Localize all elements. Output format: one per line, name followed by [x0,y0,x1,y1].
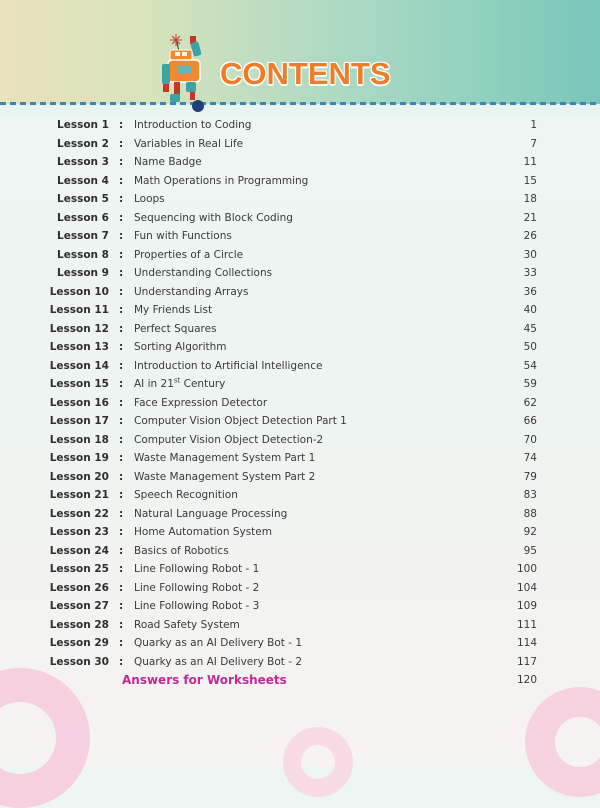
toc-row[interactable] [0,616,600,635]
separator: : [119,267,124,279]
separator: : [119,174,124,187]
lesson-label: Lesson 8 [57,248,109,261]
separator: : [119,470,124,483]
page-number: 59 [523,378,537,390]
lesson-label: Lesson 25 [49,563,109,575]
separator: : [119,415,124,427]
lesson-title [134,468,315,486]
page-number: 30 [523,248,537,261]
lesson-title-text: Line Following Robot - 3 [134,600,260,612]
lesson-title-text: Math Operations in Programming [134,174,309,187]
lesson-label: Lesson 14 [49,359,109,372]
toc-row-answers[interactable] [0,671,600,690]
lesson-title-text: Understanding Arrays [134,285,249,298]
lesson-title [134,227,232,245]
toc-row[interactable] [0,246,600,265]
separator: : [119,489,124,501]
lesson-title [134,153,202,171]
lesson-title-text: Home Automation System [134,526,272,538]
lesson-title-superscript: st [173,376,181,385]
lesson-title [134,542,229,560]
separator: : [119,359,124,372]
page-number: 95 [523,544,537,557]
separator: : [119,156,124,168]
page-number: 104 [516,581,537,594]
lesson-label: Lesson 30 [49,655,109,668]
lesson-label: Lesson 19 [49,452,109,464]
lesson-label: Lesson 2 [57,137,109,150]
separator: : [119,322,124,335]
lesson-label: Lesson 29 [49,637,109,649]
lesson-label: Lesson 18 [49,433,109,446]
separator: : [119,378,124,390]
lesson-title [134,412,347,430]
lesson-title-text: Waste Management System Part 2 [134,470,316,483]
lesson-label: Lesson 5 [57,193,109,205]
lesson-title-text: Quarky as an AI Delivery Bot - 1 [134,637,303,649]
lesson-title [134,209,293,227]
toc-row[interactable] [0,394,600,413]
page-number: 54 [523,359,537,372]
lesson-label: Lesson 23 [49,526,109,538]
separator: : [119,637,124,649]
lesson-title-text: Natural Language Processing [134,507,288,520]
lesson-title [134,264,272,282]
separator: : [119,248,124,261]
decor-circle-center [283,727,353,797]
toc-row[interactable] [0,116,600,135]
lesson-title [134,616,240,634]
lesson-title-text: Variables in Real Life [134,137,244,150]
lesson-label: Lesson 1 [57,119,109,131]
page-number: 114 [516,637,537,649]
separator: : [119,137,124,150]
lesson-title [134,116,251,134]
answers-title: Answers for Worksheets [122,673,287,687]
toc-row[interactable] [0,597,600,616]
page-number: 1 [530,119,537,131]
lesson-title [134,357,322,375]
lesson-title [134,523,272,541]
page-number: 120 [516,674,537,686]
separator: : [119,433,124,446]
lesson-title-text: Basics of Robotics [134,544,229,557]
separator: : [119,230,124,242]
lesson-title-text: Fun with Functions [134,230,232,242]
toc-row[interactable] [0,264,600,283]
toc-row[interactable] [0,505,600,524]
decor-circle-right [525,687,600,797]
toc-row[interactable] [0,579,600,598]
separator: : [119,193,124,205]
lesson-label: Lesson 6 [57,211,109,224]
page-number: 74 [523,452,537,464]
toc-row[interactable] [0,486,600,505]
lesson-title-text: Introduction to Artificial Intelligence [134,359,323,372]
page-number: 18 [523,193,537,205]
separator: : [119,526,124,538]
lesson-title [134,449,315,467]
lesson-title-text: Loops [134,193,165,205]
lesson-label: Lesson 10 [49,285,109,298]
toc-row[interactable] [0,338,600,357]
lesson-title [134,505,287,523]
dashed-divider [0,102,600,105]
lesson-title [134,283,248,301]
lesson-label: Lesson 16 [49,396,109,409]
lesson-title-text: Sorting Algorithm [134,341,227,353]
separator: : [119,211,124,224]
lesson-title-text: Speech Recognition [134,489,238,501]
lesson-title-text: Computer Vision Object Detection-2 [134,433,324,446]
page-number: 88 [523,507,537,520]
lesson-title-text: Quarky as an AI Delivery Bot - 2 [134,655,303,668]
toc-row[interactable] [0,634,600,653]
page-number: 7 [530,137,537,150]
separator: : [119,304,124,316]
separator: : [119,563,124,575]
page-number: 50 [523,341,537,353]
lesson-title [134,653,302,671]
lesson-label: Lesson 26 [49,581,109,594]
lesson-title [134,320,217,338]
lesson-title [134,190,165,208]
page-number: 26 [523,230,537,242]
page-number: 83 [523,489,537,501]
page-number: 92 [523,526,537,538]
toc-row[interactable] [0,523,600,542]
lesson-title [134,579,259,597]
page-number: 100 [516,563,537,575]
page-number: 66 [523,415,537,427]
lesson-title-text: Line Following Robot - 1 [134,563,260,575]
toc-row[interactable] [0,375,600,394]
page-number: 111 [516,618,537,631]
separator: : [119,655,124,668]
separator: : [119,285,124,298]
toc-row[interactable] [0,431,600,450]
toc-row[interactable] [0,320,600,339]
lesson-title-text: Sequencing with Block Coding [134,211,293,224]
lesson-title-text: Understanding Collections [134,267,273,279]
lesson-title [134,172,308,190]
page-number: 62 [523,396,537,409]
toc-row[interactable] [0,153,600,172]
lesson-label: Lesson 9 [57,267,109,279]
toc-row[interactable] [0,412,600,431]
lesson-label: Lesson 12 [49,322,109,335]
page-number: 15 [523,174,537,187]
page-number: 109 [516,600,537,612]
page-number: 79 [523,470,537,483]
separator: : [119,600,124,612]
toc-row[interactable] [0,283,600,302]
page-number: 40 [523,304,537,316]
lesson-title-part: Century [180,378,226,390]
lesson-title-text: Properties of a Circle [134,248,244,261]
separator: : [119,618,124,631]
lesson-title-text: Name Badge [134,156,202,168]
page-number: 21 [523,211,537,224]
lesson-title [134,338,227,356]
lesson-label: Lesson 11 [49,304,109,316]
toc-row[interactable] [0,560,600,579]
page-number: 36 [523,285,537,298]
toc-row[interactable] [0,653,600,672]
lesson-label: Lesson 27 [49,600,109,612]
lesson-label: Lesson 15 [49,378,109,390]
lesson-title-text: Perfect Squares [134,322,217,335]
page-number: 11 [523,156,537,168]
lesson-label: Lesson 17 [49,415,109,427]
lesson-title [134,486,238,504]
lesson-title-text: Computer Vision Object Detection Part 1 [134,415,347,427]
toc-row[interactable] [0,172,600,191]
toc-row[interactable] [0,449,600,468]
lesson-title [134,597,259,615]
lesson-label: Lesson 22 [49,507,109,520]
lesson-label: Lesson 7 [57,230,109,242]
lesson-title [134,394,267,412]
lesson-label: Lesson 21 [49,489,109,501]
toc-row[interactable] [0,542,600,561]
page-title: CONTENTS [220,56,391,91]
lesson-title-text: Introduction to Coding [134,119,252,131]
lesson-title-text: Face Expression Detector [134,396,268,409]
lesson-title-text: Waste Management System Part 1 [134,452,316,464]
page-number: 70 [523,433,537,446]
page-number: 45 [523,322,537,335]
page-number: 33 [523,267,537,279]
separator: : [119,452,124,464]
lesson-label: Lesson 24 [49,544,109,557]
table-of-contents [0,116,600,690]
lesson-title [134,301,212,319]
lesson-title [134,135,243,153]
separator: : [119,341,124,353]
toc-row[interactable] [0,227,600,246]
separator: : [119,119,124,131]
lesson-label: Lesson 3 [57,156,109,168]
lesson-title-text: Road Safety System [134,618,240,631]
lesson-label: Lesson 28 [49,618,109,631]
lesson-title-text: My Friends List [134,304,213,316]
lesson-title-part: AI in 21 [134,378,174,390]
lesson-label: Lesson 20 [49,470,109,483]
toc-row[interactable] [0,209,600,228]
separator: : [119,507,124,520]
lesson-label: Lesson 4 [57,174,109,187]
lesson-label: Lesson 13 [49,341,109,353]
toc-row[interactable] [0,135,600,154]
separator: : [119,581,124,594]
toc-row[interactable] [0,301,600,320]
toc-row[interactable] [0,190,600,209]
lesson-title-text: Line Following Robot - 2 [134,581,260,594]
lesson-title [134,431,323,449]
separator: : [119,396,124,409]
lesson-title [134,560,259,578]
lesson-title [134,634,302,652]
separator: : [119,544,124,557]
toc-row[interactable] [0,357,600,376]
toc-row[interactable] [0,468,600,487]
robot-icon [160,30,212,112]
lesson-title [134,246,243,264]
lesson-title [134,375,225,393]
page-number: 117 [516,655,537,668]
